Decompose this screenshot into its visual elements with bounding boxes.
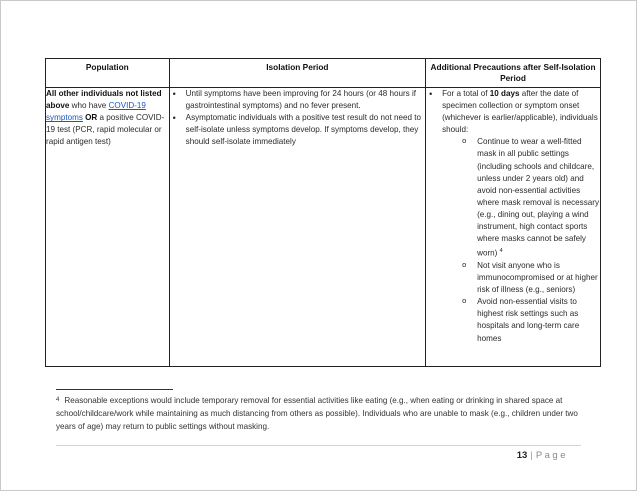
header-additional-precautions: Additional Precautions after Self-Isolation Period — [426, 59, 601, 88]
header-population: Population — [46, 59, 170, 88]
list-item: o Avoid non-essential visits to highest risk settings such as hospitals and long-term care homes — [442, 296, 600, 344]
precautions-sub-list — [442, 136, 600, 344]
list-item — [426, 88, 600, 345]
page-number-separator: | — [530, 450, 533, 461]
precautions-cell — [426, 88, 601, 367]
precautions-intro-bold: 10 days — [489, 89, 520, 98]
precautions-bullet-list — [426, 88, 600, 345]
population-bold-or: OR — [82, 113, 98, 123]
isolation-guidance-table — [45, 58, 601, 367]
isolation-cell — [169, 88, 425, 367]
footnote — [56, 394, 581, 434]
precautions-intro-2: after the date of specimen collection or symptom onset (whichever is earlier/applicable), individuals should: — [442, 89, 598, 135]
list-item: • Until symptoms have been improving for 24 hours (or 48 hours if gastrointestinal symptoms) and no fever present. — [170, 88, 425, 112]
list-item: • Asymptomatic individuals with a positive test result do not need to self-isolate unless symptoms develop. If symptoms develop, they should self-isolate immediately — [170, 112, 425, 148]
page-label: Page — [535, 450, 568, 461]
footnote-reference[interactable]: 4 — [499, 248, 503, 255]
population-cell — [46, 88, 170, 367]
list-item — [442, 136, 600, 260]
page-footer-divider — [56, 445, 581, 446]
isolation-bullet-list — [170, 88, 425, 148]
footnote-marker: 4 — [56, 397, 60, 403]
page-number-value: 13 — [516, 450, 528, 461]
footnote-divider — [56, 389, 173, 390]
population-text-2: a positive COVID-19 test (PCR, rapid molecular or rapid antigen test) — [46, 113, 165, 147]
covid-symptoms-link[interactable]: COVID-19 symptoms — [46, 101, 146, 123]
sub-item-text: Continue to wear a well-fitted mask in all public settings (including schools and childcare, unless under 2 years old) and avoid non-essential activities where mask removal is necessary (e.g., dining out, playing a wind instrument, high contact sports where masks cannot be safely worn) — [477, 137, 599, 258]
population-bold-lead: All other individuals not listed above — [46, 89, 162, 111]
precautions-intro-1: For a total of — [442, 89, 490, 98]
page-number — [480, 450, 568, 461]
header-isolation-period: Isolation Period — [169, 59, 425, 88]
population-text-1: who have — [69, 101, 109, 111]
list-item: o Not visit anyone who is immunocompromised or at higher risk of illness (e.g., seniors) — [442, 260, 600, 296]
footnote-text: Reasonable exceptions would include temporary removal for essential activities like eating (e.g., when eating or drinking in shared space at school/childcare/work while maintaining as much distancing from others as possible). Individuals who are unable to mask (e.g., children under two years of age) may return to public settings without masking. — [56, 396, 578, 432]
table-header-row — [46, 59, 601, 88]
table-row — [46, 88, 601, 367]
